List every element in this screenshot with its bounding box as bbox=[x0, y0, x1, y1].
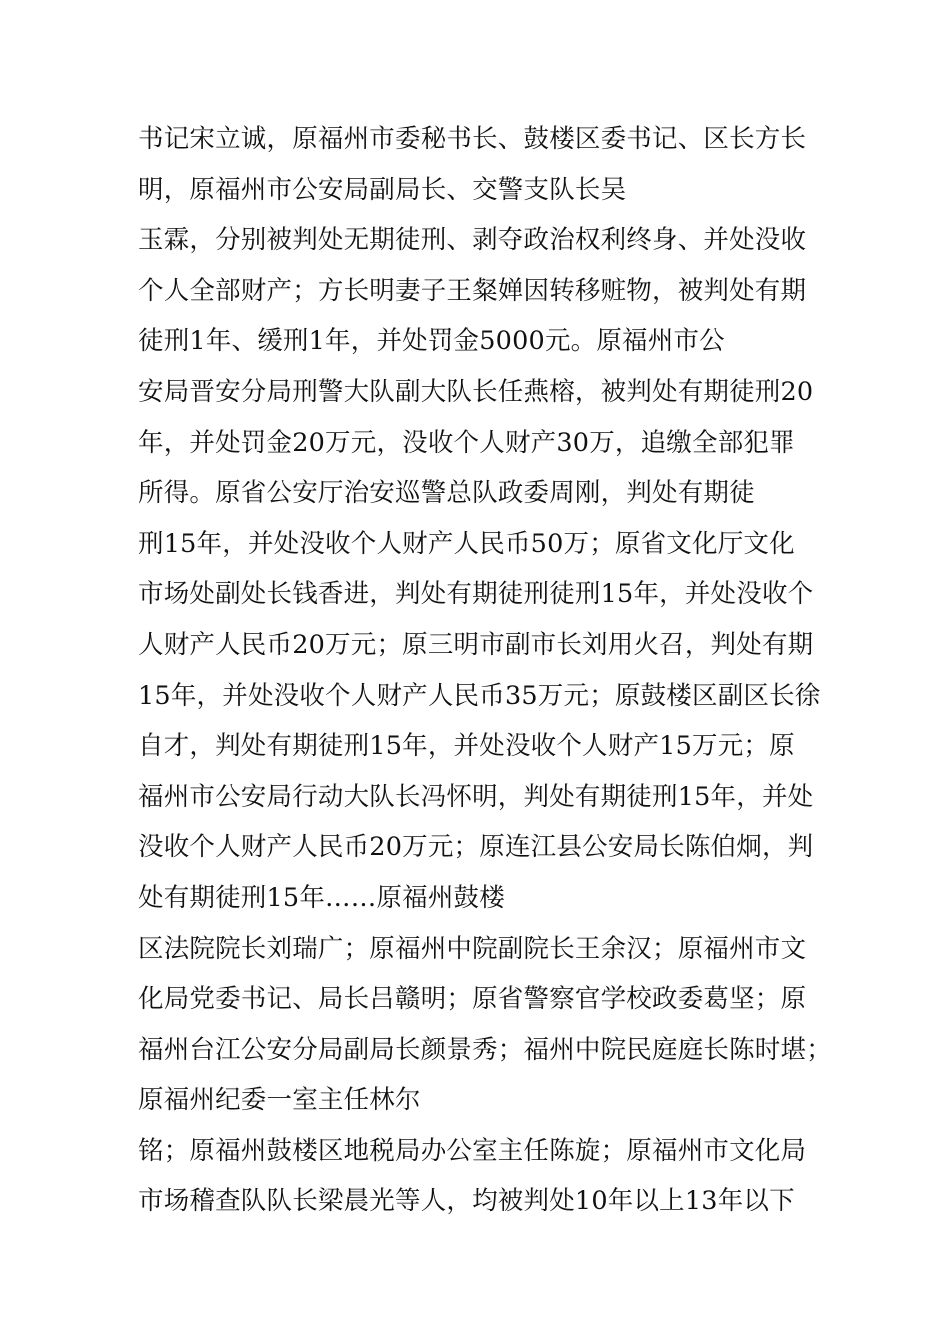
text-line-9: 刑15年，并处没收个人财产人民币50万；原省文化厅文化 bbox=[138, 528, 795, 559]
text-line-6: 安局晋安分局刑警大队副大队长任燕榕，被判处有期徒刑20 bbox=[138, 376, 814, 407]
text-line-8: 所得。原省公安厅治安巡警总队政委周刚，判处有期徒 bbox=[138, 478, 755, 509]
text-line-21: 铭；原福州鼓楼区地税局办公室主任陈旋；原福州市文化局 bbox=[138, 1135, 807, 1166]
text-line-16: 处有期徒刑15年……原福州鼓楼 bbox=[138, 882, 505, 913]
text-line-18: 化局党委书记、局长吕赣明；原省警察官学校政委葛坚；原 bbox=[138, 984, 807, 1015]
text-line-5: 徒刑1年、缓刑1年，并处罚金5000元。原福州市公 bbox=[138, 326, 725, 357]
text-line-12: 15年，并处没收个人财产人民币35万元；原鼓楼区副区长徐 bbox=[138, 680, 821, 711]
text-line-2: 明，原福州市公安局副局长、交警支队长吴 bbox=[138, 174, 627, 205]
text-line-15: 没收个人财产人民币20万元；原连江县公安局长陈伯炯，判 bbox=[138, 832, 814, 863]
text-line-11: 人财产人民币20万元；原三明市副市长刘用火召，判处有期 bbox=[138, 629, 814, 660]
body-text bbox=[138, 114, 832, 1227]
text-line-22: 市场稽查队队长梁晨光等人，均被判处10年以上13年以下 bbox=[138, 1186, 795, 1217]
text-line-1: 书记宋立诚，原福州市委秘书长、鼓楼区委书记、区长方长 bbox=[138, 124, 807, 154]
text-line-17: 区法院院长刘瑞广；原福州中院副院长王余汉；原福州市文 bbox=[138, 933, 807, 964]
text-line-20: 原福州纪委一室主任林尔 bbox=[138, 1085, 421, 1116]
text-line-3: 玉霖，分别被判处无期徒刑、剥夺政治权利终身、并处没收 bbox=[138, 225, 807, 256]
text-line-13: 自才，判处有期徒刑15年，并处没收个人财产15万元；原 bbox=[138, 731, 795, 762]
text-line-4: 个人全部财产；方长明妻子王粲婵因转移赃物，被判处有期 bbox=[138, 275, 807, 306]
text-line-10: 市场处副处长钱香进，判处有期徒刑徒刑15年，并处没收个 bbox=[138, 579, 814, 610]
text-line-14: 福州市公安局行动大队长冯怀明，判处有期徒刑15年，并处 bbox=[138, 781, 814, 812]
text-line-7: 年，并处罚金20万元，没收个人财产30万，追缴全部犯罪 bbox=[138, 427, 795, 458]
text-line-19: 福州台江公安分局副局长颜景秀；福州中院民庭庭长陈时堪； bbox=[138, 1034, 832, 1065]
